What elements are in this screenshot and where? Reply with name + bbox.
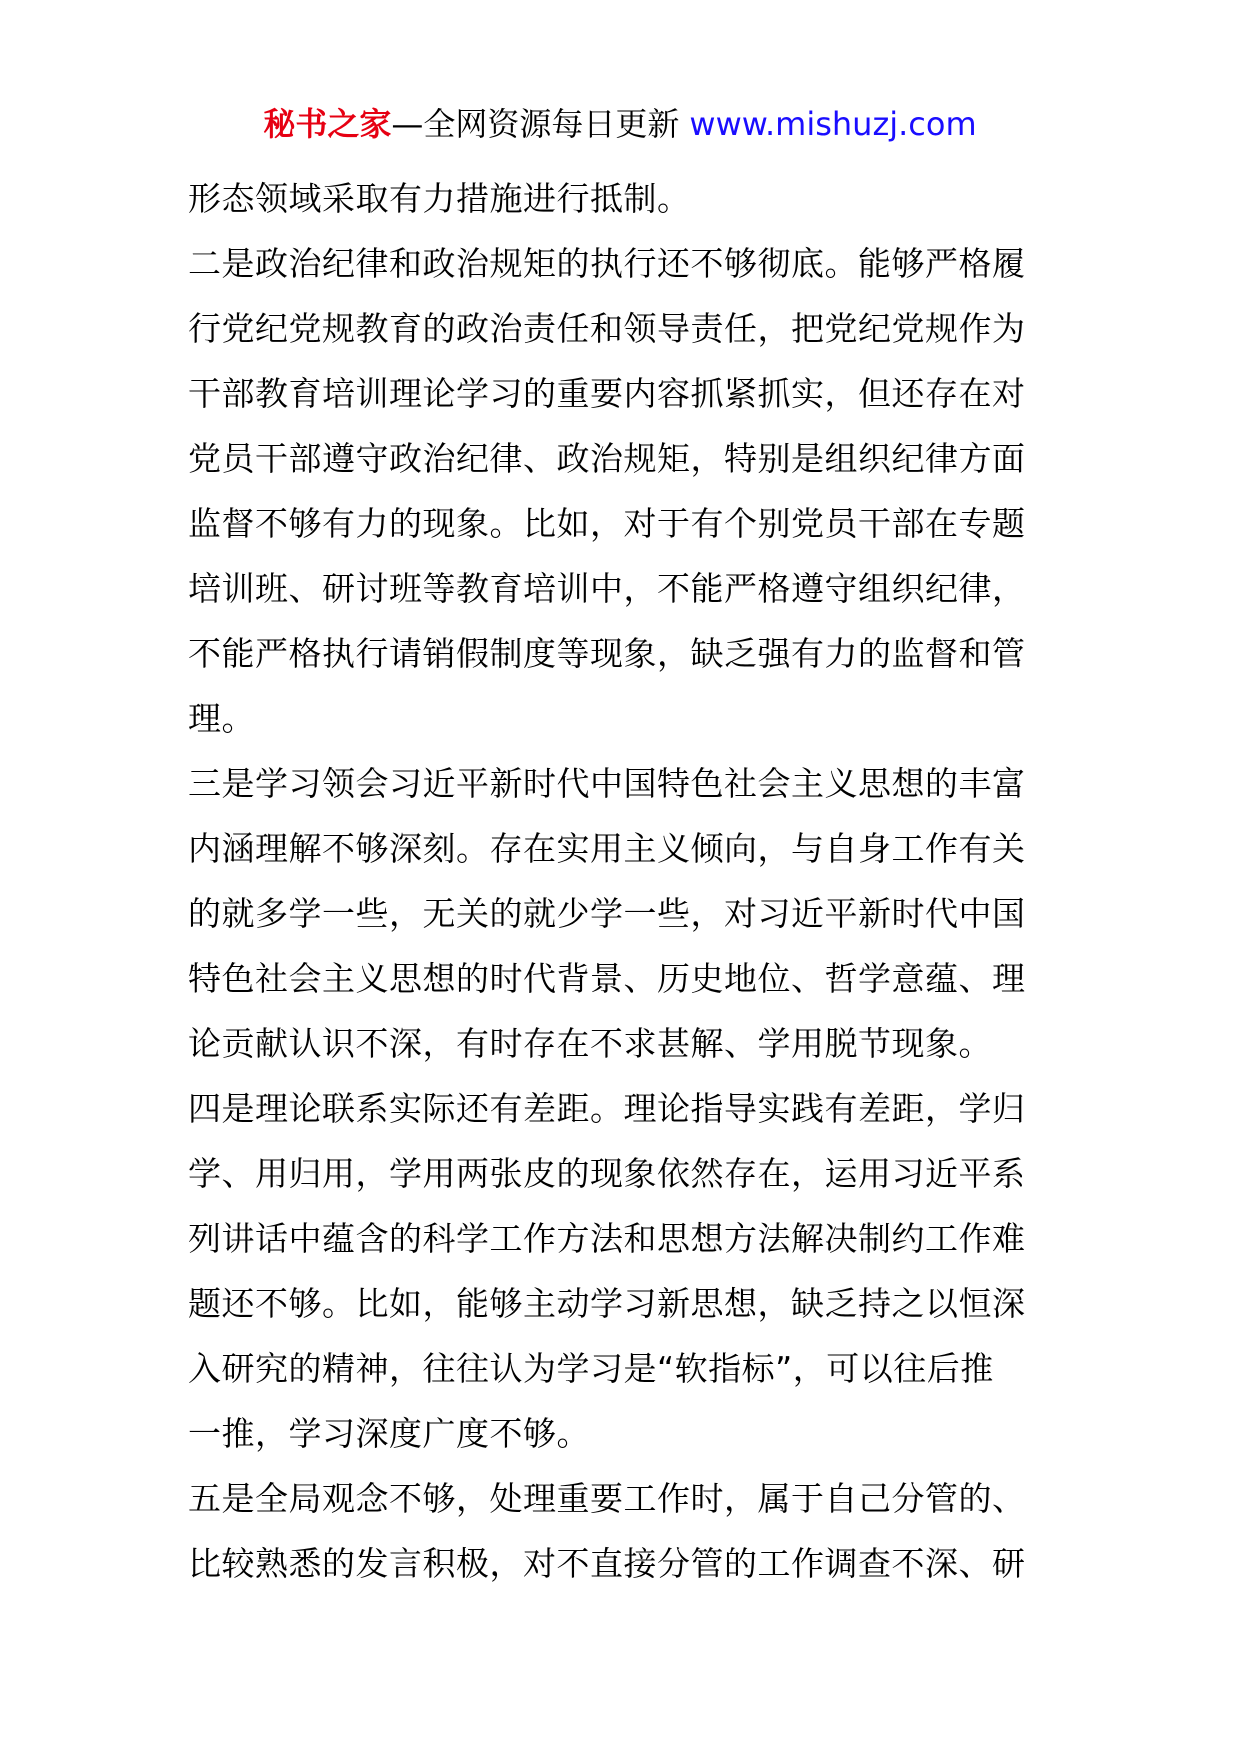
site-brand: 秘书之家 [263,105,392,143]
text-line: 入研究的精神，往往认为学习是“软指标”，可以往后推 [188,1349,994,1388]
site-url[interactable]: www.mishuzj.com [689,105,977,143]
text-line: 形态领域采取有力措施进行抵制。 [188,179,691,218]
text-line: 党员干部遵守政治纪律、政治规矩，特别是组织纪律方面 [188,439,1026,478]
text-line: 三是学习领会习近平新时代中国特色社会主义思想的丰富 [188,764,1026,803]
text-line: 行党纪党规教育的政治责任和领导责任，把党纪党规作为 [188,309,1026,348]
site-header [0,102,1240,146]
text-line: 比较熟悉的发言积极，对不直接分管的工作调查不深、研 [188,1544,1026,1583]
text-line: 五是全局观念不够，处理重要工作时，属于自己分管的、 [188,1479,1026,1518]
text-line: 培训班、研讨班等教育培训中，不能严格遵守组织纪律， [188,569,1026,608]
text-line: 监督不够有力的现象。比如，对于有个别党员干部在专题 [188,504,1026,543]
text-line: 列讲话中蕴含的科学工作方法和思想方法解决制约工作难 [188,1219,1026,1258]
text-line: 不能严格执行请销假制度等现象，缺乏强有力的监督和管 [188,634,1026,673]
text-line: 一推，学习深度广度不够。 [188,1414,590,1453]
text-line: 干部教育培训理论学习的重要内容抓紧抓实，但还存在对 [188,374,1026,413]
text-line: 的就多学一些，无关的就少学一些，对习近平新时代中国 [188,894,1026,933]
document-body [188,166,1056,1596]
text-line: 四是理论联系实际还有差距。理论指导实践有差距，学归 [188,1089,1026,1128]
site-tagline: —全网资源每日更新 [391,105,680,143]
text-line: 内涵理解不够深刻。存在实用主义倾向，与自身工作有关 [188,829,1026,868]
text-line: 学、用归用，学用两张皮的现象依然存在，运用习近平系 [188,1154,1026,1193]
text-line: 论贡献认识不深，有时存在不求甚解、学用脱节现象。 [188,1024,992,1063]
text-line: 二是政治纪律和政治规矩的执行还不够彻底。能够严格履 [188,244,1026,283]
text-line: 题还不够。比如，能够主动学习新思想，缺乏持之以恒深 [188,1284,1026,1323]
text-line: 理。 [188,699,255,738]
text-line: 特色社会主义思想的时代背景、历史地位、哲学意蕴、理 [188,959,1026,998]
